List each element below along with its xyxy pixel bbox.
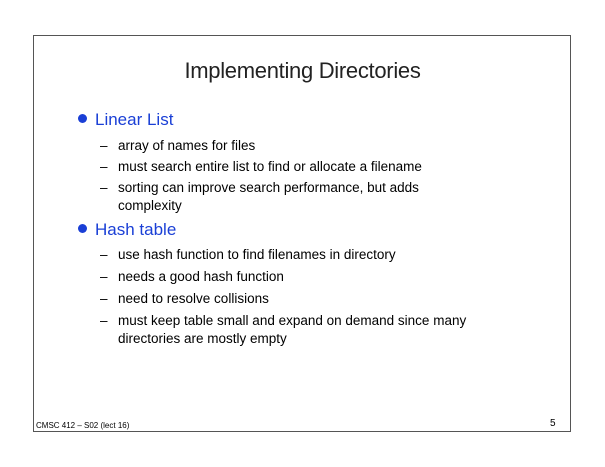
dash-icon: – — [100, 313, 108, 328]
bullet-dot-icon — [78, 224, 87, 233]
list-item — [100, 268, 540, 286]
slide-title: Implementing Directories — [184, 58, 421, 83]
list-item-text: use hash function to find filenames in directory — [118, 247, 396, 262]
list-item — [100, 158, 540, 176]
list-item-text: array of names for files — [118, 138, 256, 153]
list-item-text: needs a good hash function — [118, 269, 284, 284]
list-item — [100, 246, 540, 264]
bullet-linear-list — [78, 110, 173, 130]
list-item — [100, 290, 540, 308]
dash-icon: – — [100, 138, 108, 153]
dash-icon: – — [100, 180, 108, 195]
bullet-hash-table — [78, 220, 176, 240]
list-item-text: need to resolve collisions — [118, 291, 269, 306]
bullet-dot-icon — [78, 114, 87, 123]
dash-icon: – — [100, 247, 108, 262]
dash-icon: – — [100, 269, 108, 284]
list-item — [100, 137, 540, 155]
list-item-text: must keep table small and expand on demand since many directories are mostly empty — [118, 313, 467, 346]
dash-icon: – — [100, 291, 108, 306]
dash-icon: – — [100, 159, 108, 174]
list-item — [100, 179, 480, 215]
bullet-heading: Hash table — [95, 220, 177, 239]
list-item — [100, 312, 530, 348]
list-item-text: must search entire list to find or allocate a filename — [118, 159, 422, 174]
page-number: 5 — [550, 418, 556, 429]
list-item-text: sorting can improve search performance, but adds complexity — [118, 180, 419, 213]
bullet-heading: Linear List — [95, 110, 174, 129]
slide-footer: CMSC 412 – S02 (lect 16) — [36, 421, 130, 430]
